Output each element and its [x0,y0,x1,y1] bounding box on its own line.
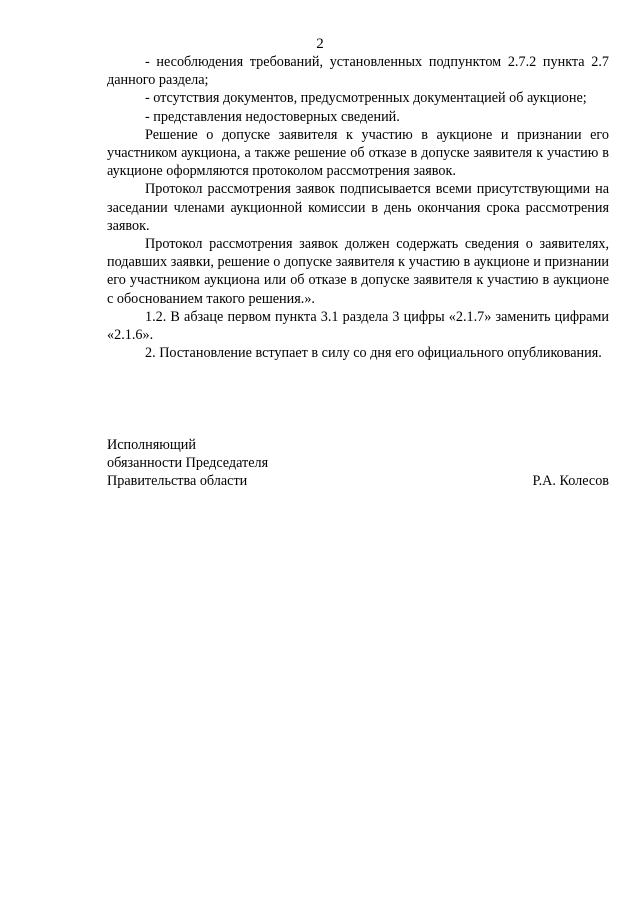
paragraph-amendment-1-2: 1.2. В абзаце первом пункта 3.1 раздела 3 цифры «2.1.7» заменить цифрами «2.1.6». [107,308,609,344]
paragraph-item-1: - несоблюдения требований, установленных подпунктом 2.7.2 пункта 2.7 данного раздела; [107,54,609,89]
signature-final-row [107,472,609,490]
signatory-title-line-2: обязанности Председателя [107,455,269,472]
page-number: 2 [316,36,324,52]
paragraph-item-3: - представления недостоверных сведений. [145,108,400,125]
paragraph-effective-date: 2. Постановление вступает в силу со дня его официального опубликования. [145,345,602,362]
paragraph-protocol-content: Протокол рассмотрения заявок должен содержать сведения о заявителях, подавших заявки, решение о допуске заявителя к участию в аукционе и признании его участником аукциона или об отказе в допуске заявителя к участию в аукционе с обоснованием такого решения.». [107,236,609,307]
signature-block [107,436,609,491]
signatory-title-line-1: Исполняющий [107,437,196,453]
paragraph-admission-decision: Решение о допуске заявителя к участию в аукционе и признании его участником аукциона, а также решение об отказе в допуске заявителя к участию в аукционе оформляются протоколом рассмотрения заявок. [107,126,609,180]
document-body [107,53,609,362]
signatory-title-line-3: Правительства области [107,473,248,490]
signatory-name: Р.А. Колесов [532,473,609,490]
paragraph-protocol-signing: Протокол рассмотрения заявок подписывается всеми присутствующими на заседании членами аукционной комиссии в день окончания срока рассмотрения заявок. [107,181,609,234]
paragraph-item-2: - отсутствия документов, предусмотренных документацией об аукционе; [145,90,587,107]
